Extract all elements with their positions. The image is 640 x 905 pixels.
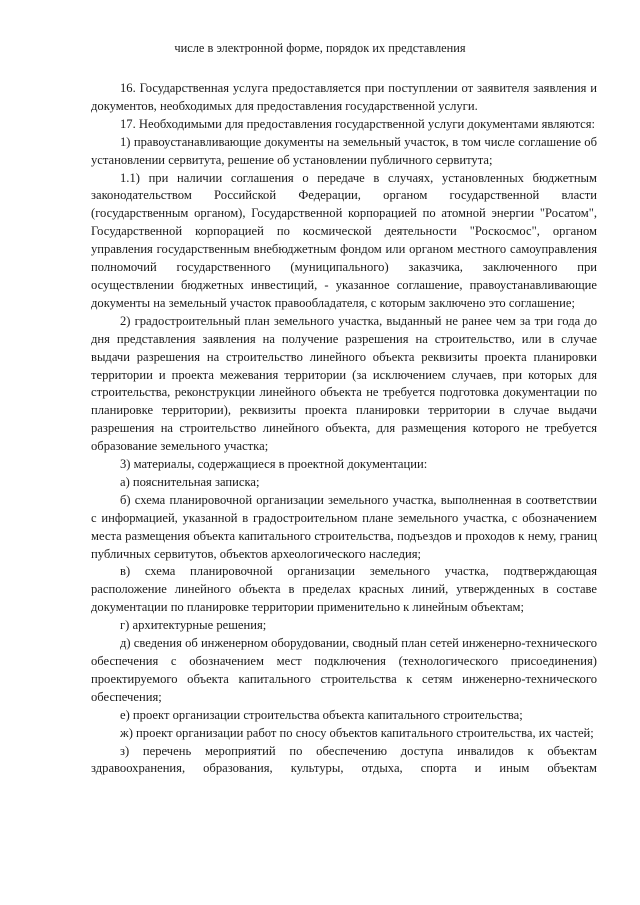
item-3-d: д) сведения об инженерном оборудовании, сводный план сетей инженерно-технического обеспечения с обозначением мест подключения (технологического присоединения) проектируемого объекта капитального строительства к сетям инженерно-технического обеспечения; [91,636,597,704]
item-3-b: б) схема планировочной организации земельного участка, выполненная в соответствии с информацией, указанной в градостроительном плане земельного участка, с обозначением места размещения объекта капитального строительства, подъездов и проходов к нему, границ публичных сервитутов, объектов археологического наследия; [91,492,597,561]
paragraph-16: 16. Государственная услуга предоставляется при поступлении от заявителя заявления и документов, необходимых для предоставления государственной услуги. [91,81,597,113]
header-line: числе в электронной форме, порядок их представления [174,41,466,55]
item-1: 1) правоустанавливающие документы на земельный участок, в том числе соглашение об установлении сервитута, решение об установлении публичного сервитута; [91,134,597,167]
item-2: 2) градостроительный план земельного участка, выданный не ранее чем за три года до дня представления заявления на получение разрешения на строительство, или в случае выдачи разрешения на строительство линейного объекта реквизиты проекта планировки территории и проекта межевания территории (за исключением случаев, при которых для строительства, реконструкции линейного объекта не требуется подготовка документации по планировке территории), реквизиты проекта планировки территории в случае выдачи разрешения на строительство линейного объекта, для размещения которого не требуется образование земельного участка; [91,313,597,454]
item-3-a: а) пояснительная записка; [120,474,260,489]
item-3-z: з) перечень мероприятий по обеспечению доступа инвалидов к объектам здравоохранения, образования, культуры, отдыха, спорта и иным объектам [91,743,597,776]
item-3: 3) материалы, содержащиеся в проектной документации: [120,457,428,472]
paragraph-17: 17. Необходимыми для предоставления государственной услуги документами являются: [120,116,596,131]
item-1-1: 1.1) при наличии соглашения о передаче в случаях, установленных бюджетным законодательством Российской Федерации, органом государственной власти (государственным органом), Государственной корпорацией по атомной энергии "Росатом", Государственной корпорацией по космической деятельности "Роскосмос", органом управления государственным внебюджетным фондом или органом местного самоуправления полномочий государственного (муниципального) заказчика, заключенного при осуществлении бюджетных инвестиций, - указанное соглашение, правоустанавливающие документы на земельный участок правообладателя, с которым заключено это соглашение; [91,170,597,310]
item-3-zh: ж) проект организации работ по сносу объектов капитального строительства, их частей; [120,725,594,740]
item-3-e: е) проект организации строительства объекта капитального строительства; [120,707,523,722]
item-3-g: г) архитектурные решения; [120,618,267,633]
document-body [91,80,597,778]
item-3-v: в) схема планировочной организации земельного участка, подтверждающая расположение линейного объекта в пределах красных линий, утвержденных в составе документации по планировке территории применительно к линейным объектам; [91,564,597,615]
